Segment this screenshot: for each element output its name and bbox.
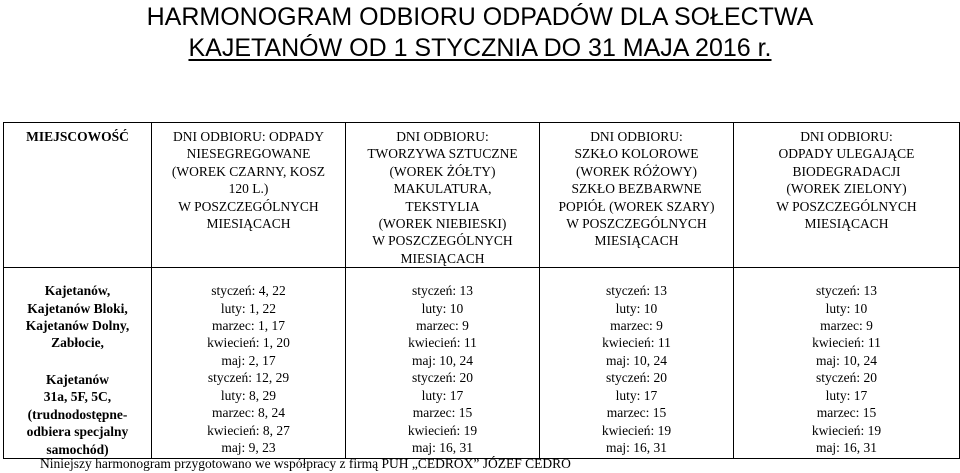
date-line: kwiecień: 19	[601, 422, 672, 438]
date-line: maj: 10, 24	[605, 352, 668, 368]
header-line: (WOREK ZIELONY)	[786, 181, 907, 197]
col-header-cell	[346, 123, 540, 268]
header-line: (WOREK RÓŻOWY)	[575, 163, 698, 179]
date-line: styczeń: 20	[605, 370, 668, 386]
title-line-2: KAJETANÓW OD 1 STYCZNIA DO 31 MAJA 2016 r.	[188, 34, 772, 62]
place-line: Kajetanów Dolny,	[25, 318, 130, 334]
date-line: styczeń: 13	[411, 283, 474, 299]
document-title	[0, 2, 960, 64]
header-row	[4, 123, 960, 268]
date-line: marzec: 15	[816, 405, 877, 421]
date-group-1	[152, 268, 345, 369]
date-line: luty: 10	[421, 300, 464, 316]
place-line: Kajetanów Bloki,	[27, 300, 128, 316]
col-header-cell	[152, 123, 346, 268]
date-line: marzec: 15	[412, 405, 473, 421]
date-line: styczeń: 20	[411, 370, 474, 386]
date-group-2	[540, 369, 733, 456]
date-line: maj: 10, 24	[815, 352, 878, 368]
dates-row	[4, 268, 960, 459]
date-line: marzec: 15	[606, 405, 667, 421]
column-header	[540, 123, 733, 250]
header-line: TWORZYWA SZTUCZNE	[367, 146, 518, 162]
column-header	[734, 123, 959, 232]
date-line: luty: 17	[421, 387, 464, 403]
date-line: luty: 17	[615, 387, 658, 403]
header-line: W POSZCZEGÓLNYCH	[776, 198, 917, 214]
header-line: (WOREK ŻÓŁTY)	[389, 163, 496, 179]
date-group-2	[152, 369, 345, 456]
date-line: luty: 10	[615, 300, 658, 316]
schedule-table	[3, 122, 960, 459]
footer-note: Niniejszy harmonogram przygotowano we współpracy z firmą PUH „CEDROX” JÓZEF CEDRO	[40, 456, 571, 471]
date-line: kwiecień: 11	[602, 335, 671, 351]
title-line-1: HARMONOGRAM ODBIORU ODPADÓW DLA SOŁECTWA	[146, 3, 814, 31]
header-line: W POSZCZEGÓLNYCH	[372, 233, 513, 249]
date-group-1	[734, 268, 959, 369]
date-line: kwiecień: 1, 20	[207, 335, 290, 351]
date-line: styczeń: 13	[605, 283, 668, 299]
header-line: DNI ODBIORU: ODPADY	[172, 129, 324, 144]
date-line: marzec: 8, 24	[211, 405, 286, 421]
col-header-cell	[734, 123, 960, 268]
date-line: maj: 16, 31	[605, 439, 668, 455]
date-line: marzec: 9	[416, 318, 469, 334]
header-line: MIESIĄCACH	[804, 216, 889, 232]
column-header	[346, 123, 539, 267]
col-header-cell	[540, 123, 734, 268]
date-line: maj: 16, 31	[815, 439, 878, 455]
place-group-2	[4, 371, 151, 458]
place-line: Kajetanów	[46, 371, 109, 387]
header-line: DNI ODBIORU:	[396, 129, 489, 144]
dates-cell	[152, 268, 346, 459]
date-line: styczeń: 20	[815, 370, 878, 386]
date-group-2	[346, 369, 539, 456]
date-line: luty: 10	[825, 300, 868, 316]
date-line: kwiecień: 8, 27	[207, 422, 290, 438]
date-line: maj: 9, 23	[221, 439, 276, 455]
date-line: luty: 1, 22	[220, 300, 277, 316]
header-line: MAKULATURA,	[393, 181, 492, 197]
header-line: SZKŁO BEZBARWNE	[571, 181, 702, 197]
header-line: NIESEGREGOWANE	[186, 146, 311, 162]
date-group-1	[346, 268, 539, 369]
place-group-1	[4, 268, 151, 352]
dates-cell	[346, 268, 540, 459]
date-line: luty: 17	[825, 387, 868, 403]
place-line: samochód)	[46, 441, 109, 457]
date-line: maj: 2, 17	[221, 352, 276, 368]
place-line: odbiera specjalny	[26, 424, 129, 440]
header-line: MIESIĄCACH	[400, 250, 485, 266]
date-line: marzec: 1, 17	[211, 318, 286, 334]
date-group-2	[734, 369, 959, 456]
date-line: styczeń: 4, 22	[211, 283, 286, 299]
date-line: maj: 16, 31	[411, 439, 474, 455]
place-cell	[4, 268, 152, 459]
header-line: SZKŁO KOLOROWE	[574, 146, 699, 162]
dates-cell	[734, 268, 960, 459]
date-group-1	[540, 268, 733, 369]
header-line: 120 L.)	[228, 181, 269, 197]
place-header-cell	[4, 123, 152, 268]
date-line: marzec: 9	[610, 318, 663, 334]
header-line: W POSZCZEGÓLNYCH	[178, 198, 319, 214]
date-line: styczeń: 13	[815, 283, 878, 299]
header-line: (WOREK CZARNY, KOSZ	[171, 163, 326, 179]
date-line: kwiecień: 11	[408, 335, 477, 351]
date-line: kwiecień: 19	[811, 422, 882, 438]
header-line: MIESIĄCACH	[206, 216, 291, 232]
place-header: MIEJSCOWOŚĆ	[26, 129, 129, 144]
place-line: 31a, 5F, 5C,	[43, 389, 112, 405]
date-line: maj: 10, 24	[411, 352, 474, 368]
date-line: luty: 8, 29	[220, 387, 277, 403]
header-line: TEKSTYLIA	[405, 198, 480, 214]
column-header	[152, 123, 345, 232]
header-line: W POSZCZEGÓLNYCH	[566, 216, 707, 232]
date-line: marzec: 9	[820, 318, 873, 334]
header-line: DNI ODBIORU:	[800, 129, 893, 144]
date-line: styczeń: 12, 29	[207, 370, 290, 386]
date-line: kwiecień: 19	[407, 422, 478, 438]
place-line: (trudnodostępne-	[27, 406, 128, 422]
header-line: POPIÓŁ (WOREK SZARY)	[558, 198, 715, 214]
header-line: ODPADY ULEGAJĄCE	[778, 146, 915, 162]
place-line: Zabłocie,	[51, 335, 104, 351]
header-line: BIODEGRADACJI	[792, 163, 901, 179]
dates-cell	[540, 268, 734, 459]
date-line: kwiecień: 11	[812, 335, 881, 351]
place-line: Kajetanów,	[44, 283, 111, 299]
header-line: (WOREK NIEBIESKI)	[378, 216, 507, 232]
header-line: MIESIĄCACH	[594, 233, 679, 249]
header-line: DNI ODBIORU:	[590, 129, 683, 144]
